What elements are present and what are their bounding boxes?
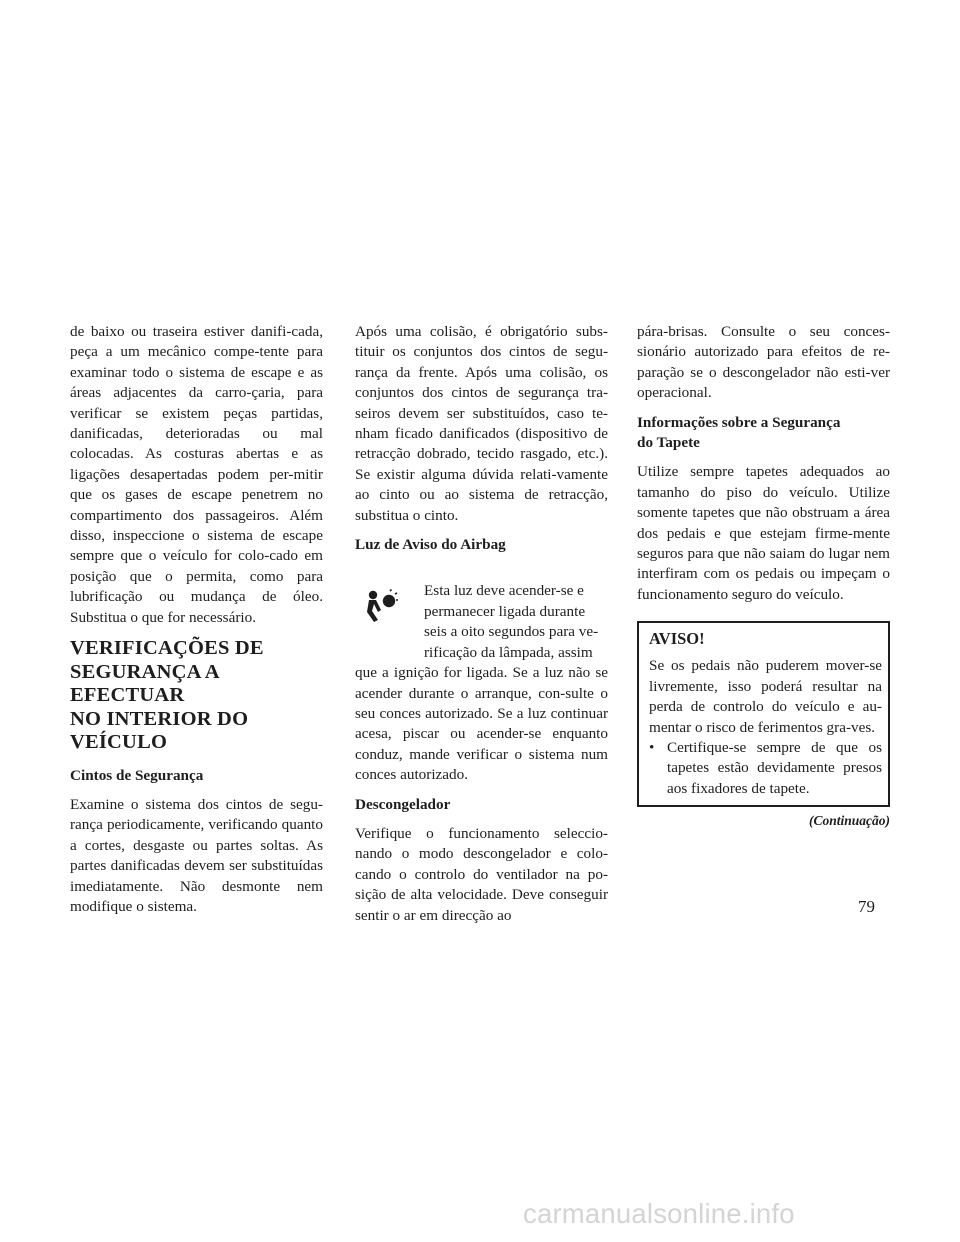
- subheading-seatbelts: Cintos de Segurança: [70, 766, 204, 784]
- airbag-light-paragraph: [355, 581, 608, 785]
- airbag-line: rificação da lâmpada, assim: [424, 643, 593, 661]
- warning-box: [637, 621, 890, 807]
- watermark: carmanualsonline.info: [523, 1198, 795, 1229]
- warning-bullet-text: Certifique-se sempre de que os tapetes estão devidamente presos aos fixadores de tapete.: [667, 738, 882, 797]
- warning-list: [649, 738, 882, 799]
- subheading-defroster: Descongelador: [355, 795, 451, 813]
- subheading-line: Informações sobre a Segurança: [637, 413, 841, 431]
- section-heading: [70, 637, 323, 755]
- subheading-airbag-light: Luz de Aviso do Airbag: [355, 536, 506, 554]
- warning-list-item: [649, 738, 882, 799]
- airbag-line: seis a oito segundos para ve-: [424, 623, 599, 641]
- paragraph-seatbelts: Examine o sistema dos cintos de segu-rança periodicamente, verificando quanto a cortes, desgaste ou partes soltas. As partes danificadas devem ser substituídas imediatamente. Não desmonte nem modifique o sistema.: [70, 796, 323, 916]
- warning-text: Se os pedais não puderem mover-se livremente, isso poderá resultar na perda de controlo do veículo e au-mentar o risco de ferimentos gra-ves.: [649, 657, 882, 736]
- paragraph-exhaust: de baixo ou traseira estiver danifi-cada, peça a um mecânico compe-tente para examinar todo o sistema de escape e as áreas adjacentes da carro-çaria, para verificar se existem peças partidas, danificadas, deterioradas ou mal colocadas. As costuras abertas e as ligações desapertadas podem per-mitir que os gases de escape penetrem no compartimento dos passageiros. Além disso, inspeccione o sistema de escape sempre que o veículo for colo-cado em posição que o permita, como para lubrificação ou mudança de óleo. Substitua o que for necessário.: [70, 323, 323, 626]
- paragraph-floor-mat: Utilize sempre tapetes adequados ao tamanho do piso do veículo. Utilize somente tapetes que não obstruam a área dos pedais e que estejam firme-mente seguros para que não saiam do lugar nem interfiram com os pedais ou impeçam o funcionamento seguro do veículo.: [637, 463, 890, 603]
- warning-title: AVISO!: [649, 629, 705, 649]
- airbag-warning-icon: [364, 589, 398, 623]
- column-left: [70, 322, 323, 926]
- column-right: [637, 322, 890, 832]
- subheading-floor-mat: [637, 413, 890, 454]
- heading-line: VEÍCULO: [70, 731, 168, 754]
- paragraph-collision: Após uma colisão, é obrigatório subs-tituir os conjuntos dos cintos de segu-rança da frente. Após uma colisão, os conjuntos dos cintos de segurança tra-seiros devem ser substituídos, caso te-nham ficado danificados (dispositivo de retracção dobrado, tecido rasgado, etc.). Se existir alguma dúvida relati-vamente ao cinto ou ao sistema de retracção, substitua o cinto.: [355, 323, 608, 524]
- paragraph-defroster: Verifique o funcionamento seleccio-nando o modo descongelador e colo-cando o controlo do ventilador na po-sição de alta velocidade. Deve conseguir sentir o ar em direcção ao: [355, 824, 608, 924]
- airbag-paragraph-rest: que a ignição for ligada. Se a luz não se acender durante o arranque, con-sulte o seu conces autorizado. Se a luz continuar acesa, piscar ou acender-se enquanto conduz, mande verificar o sistema num conces autorizado.: [355, 664, 608, 784]
- paragraph-windshield: pára-brisas. Consulte o seu conces-sionário autorizado para efeitos de re-paração se o descongelador não esti-ver operacional.: [637, 323, 890, 402]
- page-number: 79: [858, 897, 875, 916]
- airbag-line: permanecer ligada durante: [424, 602, 586, 620]
- bullet-icon: •: [649, 738, 655, 756]
- heading-line: NO INTERIOR DO: [70, 707, 249, 730]
- airbag-line: Esta luz deve acender-se e: [424, 582, 584, 600]
- column-middle: [355, 322, 608, 926]
- heading-line: VERIFICAÇÕES DE: [70, 637, 264, 660]
- continued-label: (Continuação): [808, 813, 890, 829]
- subheading-line: do Tapete: [637, 434, 700, 452]
- heading-line: SEGURANÇA A EFECTUAR: [70, 660, 219, 707]
